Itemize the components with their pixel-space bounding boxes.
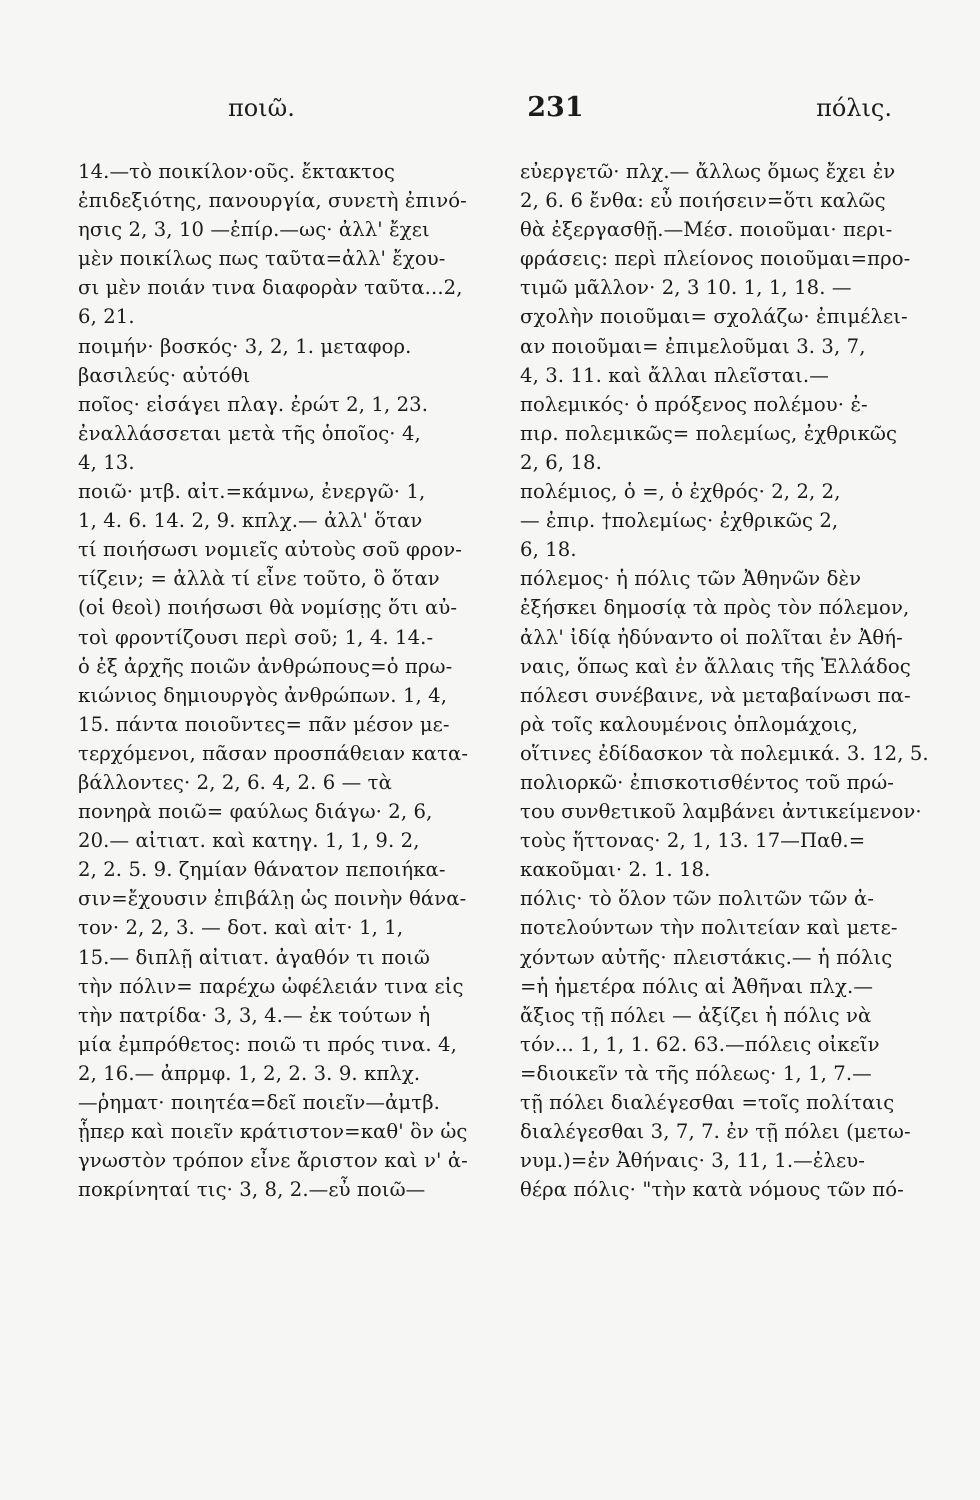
text-line: τί ποιήσωσι νομιεῖς αὐτοὺς σοῦ φρον-: [78, 538, 463, 562]
text-line: χόντων αὐτῆς· πλειστάκις.— ἡ πόλις: [520, 945, 893, 969]
text-line: μία ἐμπρόθετος: ποιῶ τι πρός τινα. 4,: [78, 1032, 457, 1056]
text-line: πονηρὰ ποιῶ= φαύλως διάγω· 2, 6,: [78, 800, 433, 824]
text-line: ἄξιος τῇ πόλει — ἀξίζει ἡ πόλις νὰ: [520, 1003, 872, 1027]
text-line: νυμ.)=ἐν Ἀθήναις· 3, 11, 1.—ἐλευ-: [520, 1149, 865, 1173]
text-line: τον· 2, 2, 3. — δοτ. καὶ αἰτ· 1, 1,: [78, 916, 404, 940]
left-column: [78, 157, 490, 1204]
text-line: 2, 2. 5. 9. ζημίαν θάνατον πεποιήκα-: [78, 858, 446, 882]
text-columns: [78, 157, 932, 1204]
text-line: οἵτινες ἐδίδασκον τὰ πολεμικά. 3. 12, 5.: [520, 741, 929, 765]
text-line: 20.— αἰτιατ. καὶ κατηγ. 1, 1, 9. 2,: [78, 829, 420, 853]
text-line: — ἐπιρ. †πολεμίως· ἐχθρικῶς 2,: [520, 509, 839, 533]
text-line: =ἡ ἡμετέρα πόλις αἱ Ἀθῆναι πλχ.—: [520, 974, 874, 998]
text-line: —ῥηματ· ποιητέα=δεῖ ποιεῖν—ἀμτβ.: [78, 1091, 440, 1114]
text-line: μὲν ποικίλως πως ταῦτα=ἀλλ' ἔχου-: [78, 247, 446, 271]
header-right-word: πόλις.: [816, 94, 892, 122]
text-line: 6, 18.: [520, 538, 577, 562]
text-line: σχολὴν ποιοῦμαι= σχολάζω· ἐπιμέλει-: [520, 305, 908, 329]
text-line: τερχόμενοι, πᾶσαν προσπάθειαν κατα-: [78, 741, 469, 765]
text-line: ποῖος· εἰσάγει πλαγ. ἐρώτ 2, 1, 23.: [78, 392, 429, 416]
text-line: πόλεμος· ἡ πόλις τῶν Ἀθηνῶν δὲν: [520, 567, 862, 591]
text-line: τίζειν; = ἀλλὰ τί εἶνε τοῦτο, ὃ ὅταν: [78, 567, 440, 591]
text-line: 2, 16.— ἀπρμφ. 1, 2, 2. 3. 9. κπλχ.: [78, 1061, 421, 1085]
text-line: κακοῦμαι· 2. 1. 18.: [520, 858, 711, 882]
text-line: 2, 6, 18.: [520, 450, 602, 474]
text-line: ποιῶ· μτβ. αἰτ.=κάμνω, ἐνεργῶ· 1,: [78, 480, 426, 504]
page-number: 231: [527, 92, 584, 123]
text-line: 15.— διπλῇ αἰτιατ. ἀγαθόν τι ποιῶ: [78, 945, 430, 969]
text-line: ἐναλλάσσεται μετὰ τῆς ὁποῖος· 4,: [78, 421, 421, 445]
text-line: θέρα πόλις· "τὴν κατὰ νόμους τῶν πό-: [520, 1178, 904, 1202]
text-line: 4, 3. 11. καὶ ἄλλαι πλεῖσται.—: [520, 363, 829, 387]
text-line: πολέμιος, ὁ =, ὁ ἐχθρός· 2, 2, 2,: [520, 480, 841, 504]
text-line: ναις, ὅπως καὶ ἐν ἄλλαις τῆς Ἑλλάδος: [520, 654, 911, 678]
text-line: (οἱ θεοὶ) ποιήσωσι θὰ νομίσῃς ὅτι αὐ-: [78, 596, 458, 620]
text-line: 15. πάντα ποιοῦντες= πᾶν μέσον με-: [78, 712, 450, 736]
text-line: 4, 13.: [78, 450, 135, 474]
text-line: τιμῶ μᾶλλον· 2, 3 10. 1, 1, 18. —: [520, 276, 852, 300]
text-line: 2, 6. 6 ἔνθα: εὖ ποιήσειν=ὅτι καλῶς: [520, 189, 886, 213]
text-line: γνωστὸν τρόπον εἶνε ἄριστον καὶ ν' ἀ-: [78, 1149, 468, 1173]
text-line: πόλεσι συνέβαινε, νὰ μεταβαίνωσι πα-: [520, 683, 911, 707]
text-line: τὴν πατρίδα· 3, 3, 4.— ἐκ τούτων ἡ: [78, 1003, 431, 1027]
text-line: διαλέγεσθαι 3, 7, 7. ἐν τῇ πόλει (μετω-: [520, 1120, 911, 1144]
right-column: [520, 157, 932, 1204]
text-line: ησις 2, 3, 10 —ἐπίρ.—ως· ἀλλ' ἔχει: [78, 218, 430, 242]
text-line: 14.—τὸ ποικίλον·οῦς. ἔκτακτος: [78, 160, 395, 183]
text-line: τοὺς ἥττονας· 2, 1, 13. 17—Παθ.=: [520, 829, 866, 853]
text-line: ποιμήν· βοσκός· 3, 2, 1. μεταφορ.: [78, 334, 412, 358]
text-line: ᾗπερ καὶ ποιεῖν κράτιστον=καθ' ὃν ὡς: [78, 1120, 468, 1144]
text-line: ἀλλ' ἰδίᾳ ἠδύναντο οἱ πολῖται ἐν Ἀθή-: [520, 625, 903, 649]
text-line: σι μὲν ποιάν τινα διαφορὰν ταῦτα...2,: [78, 276, 463, 300]
text-line: ποκρίνηταί τις· 3, 8, 2.—εὖ ποιῶ—: [78, 1178, 426, 1202]
text-line: τῇ πόλει διαλέγεσθαι =τοῖς πολίταις: [520, 1091, 895, 1114]
text-line: =διοικεῖν τὰ τῆς πόλεως· 1, 1, 7.—: [520, 1061, 872, 1085]
text-line: 6, 21.: [78, 305, 135, 329]
text-line: εὐεργετῶ· πλχ.— ἄλλως ὅμως ἔχει ἐν: [520, 160, 896, 183]
text-line: αν ποιοῦμαι= ἐπιμελοῦμαι 3. 3, 7,: [520, 334, 866, 358]
header-left-word: ποιῶ.: [228, 94, 295, 122]
text-line: πόλις· τὸ ὅλον τῶν πολιτῶν τῶν ἀ-: [520, 887, 875, 911]
text-line: βάλλοντες· 2, 2, 6. 4, 2. 6 — τὰ: [78, 770, 392, 794]
text-line: σιν=ἔχουσιν ἐπιβάλῃ ὡς ποινὴν θάνα-: [78, 887, 467, 911]
text-line: πολεμικός· ὁ πρόξενος πολέμου· ἐ-: [520, 392, 868, 416]
text-line: ποτελούντων τὴν πολιτείαν καὶ μετε-: [520, 916, 898, 940]
text-line: ὁ ἐξ ἀρχῆς ποιῶν ἀνθρώπους=ὁ πρω-: [78, 654, 453, 678]
page-header: [228, 92, 892, 123]
text-line: 1, 4. 6. 14. 2, 9. κπλχ.— ἀλλ' ὅταν: [78, 509, 423, 533]
text-line: φράσεις: περὶ πλείονος ποιοῦμαι=προ-: [520, 247, 911, 271]
text-line: ἐπιδεξιότης, πανουργία, συνετὴ ἐπινό-: [78, 189, 467, 213]
text-line: θὰ ἐξεργασθῇ.—Μέσ. ποιοῦμαι· περι-: [520, 218, 893, 242]
text-line: τὴν πόλιν= παρέχω ὠφέλειάν τινα εἰς: [78, 974, 464, 998]
text-line: του συνθετικοῦ λαμβάνει ἀντικείμενον·: [520, 800, 922, 824]
text-line: ἐξήσκει δημοσίᾳ τὰ πρὸς τὸν πόλεμον,: [520, 596, 910, 620]
text-line: πολιορκῶ· ἐπισκοτισθέντος τοῦ πρώ-: [520, 770, 895, 794]
text-line: κιώνιος δημιουργὸς ἀνθρώπων. 1, 4,: [78, 683, 448, 707]
text-line: τοὶ φροντίζουσι περὶ σοῦ; 1, 4. 14.-: [78, 625, 434, 649]
text-line: ρὰ τοῖς καλουμένοις ὁπλομάχοις,: [520, 712, 859, 736]
text-line: πιρ. πολεμικῶς= πολεμίως, ἐχθρικῶς: [520, 421, 898, 445]
text-line: τόν... 1, 1, 1. 62. 63.—πόλεις οἰκεῖν: [520, 1032, 880, 1056]
text-line: βασιλεύς· αὐτόθι: [78, 363, 251, 387]
